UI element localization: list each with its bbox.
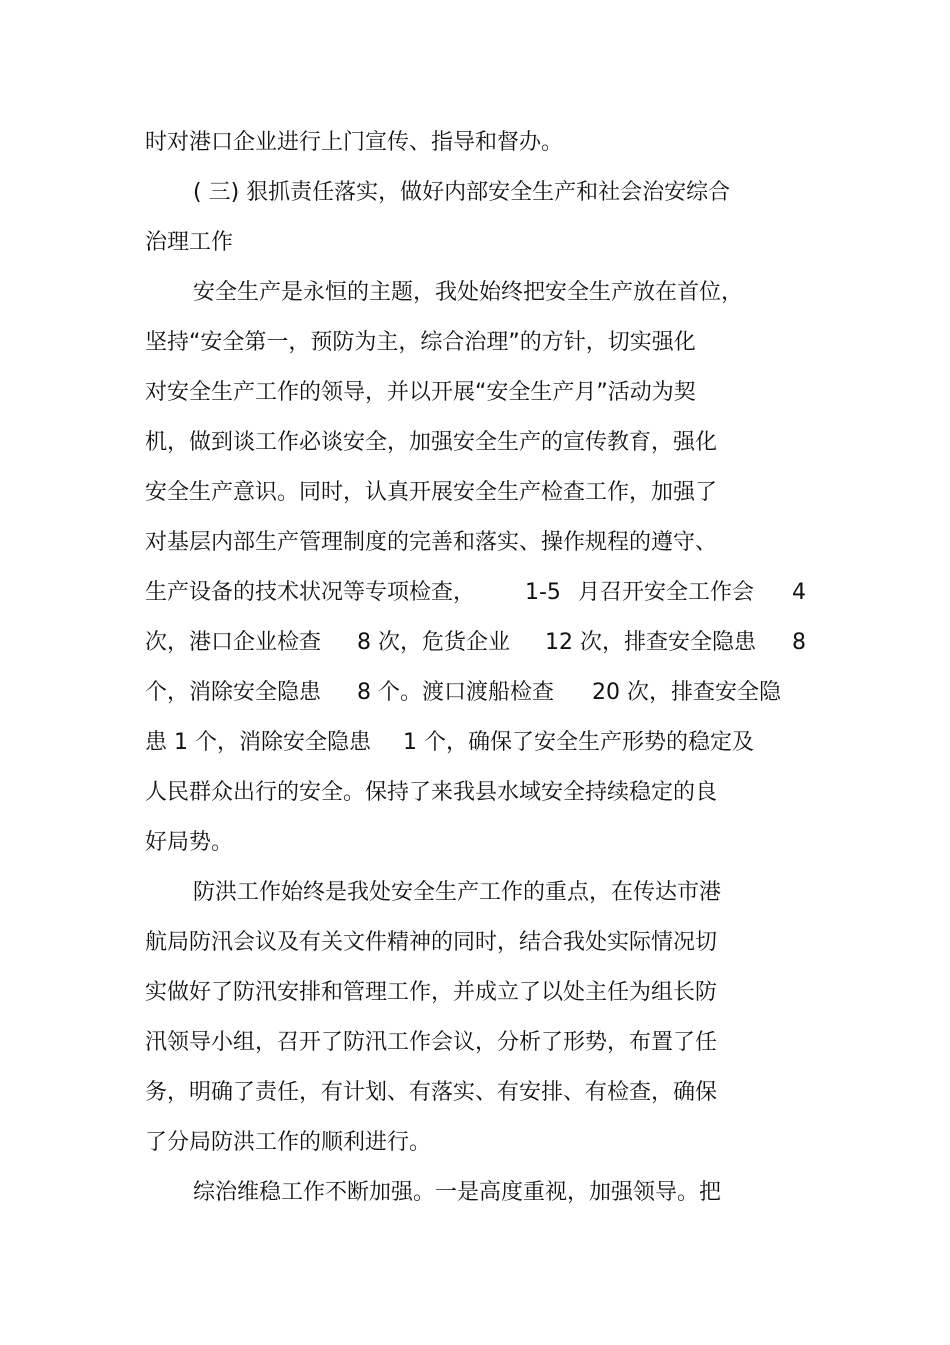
text-segment: 4 [792, 580, 806, 605]
text-segment: 坚持“安全第一，预防为主，综合治理”的方针，切实强化 [145, 330, 696, 355]
text-segment: 机，做到谈工作必谈安全，加强安全生产的宣传教育，强化 [145, 430, 718, 455]
text-segment: 时对港口企业进行上门宣传、指导和督办。 [145, 130, 564, 155]
text-segment: 综治维稳工作不断加强。一是高度重视，加强领导。把 [193, 1180, 722, 1205]
text-segment: 实做好了防汛安排和管理工作，并成立了以处主任为组长防 [145, 980, 718, 1005]
text-line [0, 128, 950, 158]
text-segment: 对基层内部生产管理制度的完善和落实、操作规程的遵守、 [145, 530, 718, 555]
text-segment: 安全生产是永恒的主题，我处始终把安全生产放在首位， [193, 280, 744, 305]
section-heading: ( 三) 狠抓责任落实，做好内部安全生产和社会治安综合 [193, 180, 731, 205]
text-line [0, 1078, 950, 1108]
text-line [0, 278, 950, 308]
section-heading-line [0, 228, 950, 258]
text-line [0, 578, 950, 608]
text-segment: 人民群众出行的安全。保持了来我县水域安全持续稳定的良 [145, 780, 718, 805]
text-segment: 1-5 [525, 580, 561, 605]
text-line [0, 628, 950, 658]
text-segment: 航局防汛会议及有关文件精神的同时，结合我处实际情况切 [145, 930, 718, 955]
section-heading-line [0, 178, 950, 208]
text-segment: 8 次，危货企业 [357, 630, 510, 655]
text-segment: 汛领导小组，召开了防汛工作会议，分析了形势，布置了任 [145, 1030, 718, 1055]
text-line [0, 878, 950, 908]
text-line [0, 828, 950, 858]
text-line [0, 478, 950, 508]
text-line [0, 328, 950, 358]
text-segment: 防洪工作始终是我处安全生产工作的重点，在传达市港 [193, 880, 722, 905]
text-segment: 好局势。 [145, 830, 234, 855]
text-segment: 务，明确了责任，有计划、有落实、有安排、有检查，确保 [145, 1080, 718, 1105]
text-segment: 生产设备的技术状况等专项检查， [145, 580, 476, 605]
text-segment: 20 次，排查安全隐 [592, 680, 781, 705]
text-segment: 安全生产意识。同时，认真开展安全生产检查工作，加强了 [145, 480, 718, 505]
text-line [0, 1128, 950, 1158]
text-line [0, 678, 950, 708]
text-line [0, 428, 950, 458]
text-segment: 1 个，确保了安全生产形势的稳定及 [403, 730, 754, 755]
text-line [0, 978, 950, 1008]
text-segment: 个，消除安全隐患 [145, 680, 322, 705]
text-line [0, 528, 950, 558]
text-line [0, 778, 950, 808]
text-line [0, 728, 950, 758]
text-line [0, 928, 950, 958]
text-segment: 12 次，排查安全隐患 [545, 630, 756, 655]
text-segment: 对安全生产工作的领导，并以开展“安全生产月”活动为契 [145, 380, 696, 405]
text-segment: 了分局防洪工作的顺利进行。 [145, 1130, 432, 1155]
text-line [0, 378, 950, 408]
text-segment: 次，港口企业检查 [145, 630, 322, 655]
text-segment: 月召开安全工作会 [578, 580, 755, 605]
text-segment: 患 1 个，消除安全隐患 [145, 730, 371, 755]
text-line [0, 1028, 950, 1058]
text-segment: 8 [792, 630, 806, 655]
section-heading: 治理工作 [145, 230, 234, 255]
text-segment: 8 个。渡口渡船检查 [357, 680, 554, 705]
text-line [0, 1178, 950, 1208]
